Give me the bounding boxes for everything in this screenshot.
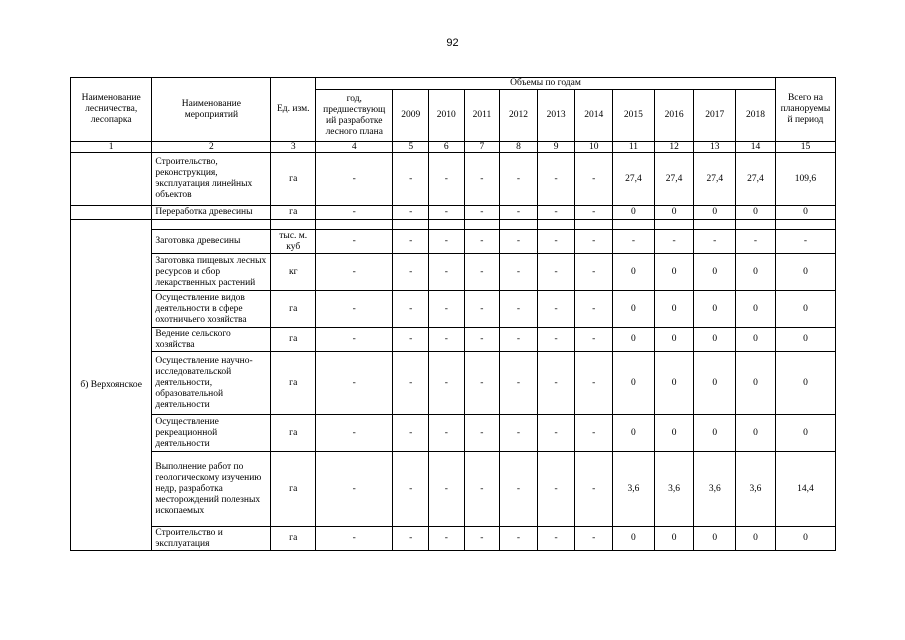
year-value: 0 — [654, 206, 694, 220]
table-row — [71, 328, 836, 352]
year-value: - — [500, 206, 538, 220]
year-value: - — [429, 352, 465, 415]
column-number: 12 — [654, 142, 694, 153]
year-value: - — [575, 352, 613, 415]
unit-cell: га — [271, 206, 316, 220]
header-forestry: Наименование лесничества, лесопарка — [71, 78, 152, 142]
year-value: - — [575, 452, 613, 527]
year-value: - — [393, 153, 429, 206]
activity-name: Переработка древесины — [152, 206, 271, 220]
year-value: - — [500, 230, 538, 254]
year-value: - — [393, 206, 429, 220]
total-value: 0 — [775, 328, 835, 352]
year-value: - — [393, 415, 429, 452]
total-value: 0 — [775, 352, 835, 415]
year-value: - — [537, 527, 575, 551]
year-value: 0 — [613, 206, 655, 220]
year-value: - — [429, 153, 465, 206]
year-value: - — [393, 527, 429, 551]
year-value: - — [429, 328, 465, 352]
year-value: 0 — [694, 527, 736, 551]
column-number: 7 — [464, 142, 500, 153]
header-year: 2012 — [500, 90, 538, 142]
spacer-row — [71, 220, 836, 230]
year-value: - — [429, 254, 465, 291]
forestry-cell-empty — [71, 206, 152, 220]
year-value: - — [575, 153, 613, 206]
year-value: - — [429, 206, 465, 220]
header-year: 2013 — [537, 90, 575, 142]
table-row — [71, 254, 836, 291]
spacer-cell — [152, 220, 271, 230]
unit-cell: кг — [271, 254, 316, 291]
header-volumes-group: Объемы по годам — [316, 78, 776, 90]
spacer-cell — [271, 220, 316, 230]
unit-cell: тыс. м. куб — [271, 230, 316, 254]
year-value: 0 — [654, 415, 694, 452]
header-year: 2015 — [613, 90, 655, 142]
spacer-cell — [537, 220, 575, 230]
prev-year-value: - — [316, 291, 393, 328]
column-number: 2 — [152, 142, 271, 153]
year-value: - — [537, 291, 575, 328]
year-value: - — [500, 527, 538, 551]
total-value: 14,4 — [775, 452, 835, 527]
unit-cell: га — [271, 291, 316, 328]
year-value: 0 — [736, 352, 776, 415]
table-row — [71, 291, 836, 328]
unit-cell: га — [271, 328, 316, 352]
total-value: - — [775, 230, 835, 254]
year-value: 0 — [694, 206, 736, 220]
total-value: 109,6 — [775, 153, 835, 206]
total-value: 0 — [775, 291, 835, 328]
year-value: - — [393, 352, 429, 415]
year-value: 0 — [694, 415, 736, 452]
prev-year-value: - — [316, 230, 393, 254]
unit-cell: га — [271, 153, 316, 206]
table-row — [71, 352, 836, 415]
year-value: - — [537, 452, 575, 527]
forestry-cell-empty — [71, 153, 152, 206]
year-value: 27,4 — [654, 153, 694, 206]
year-value: - — [537, 153, 575, 206]
table-row — [71, 527, 836, 551]
column-number: 8 — [500, 142, 538, 153]
year-value: - — [393, 452, 429, 527]
prev-year-value: - — [316, 527, 393, 551]
year-value: 3,6 — [694, 452, 736, 527]
year-value: 0 — [736, 527, 776, 551]
year-value: - — [537, 352, 575, 415]
column-number: 14 — [736, 142, 776, 153]
total-value: 0 — [775, 415, 835, 452]
total-value: 0 — [775, 206, 835, 220]
year-value: 0 — [613, 415, 655, 452]
year-value: 0 — [736, 291, 776, 328]
year-value: - — [500, 452, 538, 527]
spacer-cell — [316, 220, 393, 230]
header-year: 2018 — [736, 90, 776, 142]
year-value: - — [393, 230, 429, 254]
prev-year-value: - — [316, 206, 393, 220]
page-number: 92 — [446, 37, 459, 49]
year-value: 0 — [613, 291, 655, 328]
year-value: - — [575, 291, 613, 328]
year-value: - — [464, 206, 500, 220]
year-value: 0 — [736, 328, 776, 352]
unit-cell: га — [271, 415, 316, 452]
column-number: 15 — [775, 142, 835, 153]
year-value: - — [500, 153, 538, 206]
year-value: - — [500, 352, 538, 415]
table-row — [71, 153, 836, 206]
activity-name: Осуществление видов деятельности в сфере охотничьего хозяйства — [152, 291, 271, 328]
spacer-cell — [654, 220, 694, 230]
year-value: - — [429, 527, 465, 551]
activity-name: Строительство, реконструкция, эксплуатация линейных объектов — [152, 153, 271, 206]
column-number: 13 — [694, 142, 736, 153]
year-value: 0 — [736, 415, 776, 452]
year-value: - — [575, 527, 613, 551]
spacer-cell — [736, 220, 776, 230]
year-value: - — [537, 230, 575, 254]
year-value: 0 — [613, 527, 655, 551]
year-value: 0 — [654, 291, 694, 328]
volumes-table — [70, 77, 836, 551]
year-value: - — [429, 452, 465, 527]
year-value: 0 — [694, 254, 736, 291]
year-value: - — [464, 153, 500, 206]
spacer-cell — [613, 220, 655, 230]
year-value: 0 — [694, 352, 736, 415]
activity-name: Строительство и эксплуатация — [152, 527, 271, 551]
year-value: - — [537, 415, 575, 452]
year-value: - — [654, 230, 694, 254]
year-value: - — [464, 291, 500, 328]
year-value: 0 — [654, 527, 694, 551]
header-year: 2014 — [575, 90, 613, 142]
header-year: 2016 — [654, 90, 694, 142]
year-value: 0 — [613, 254, 655, 291]
activity-name: Выполнение работ по геологическому изучению недр, разработка месторождений полезных ископаемых — [152, 452, 271, 527]
year-value: 3,6 — [613, 452, 655, 527]
year-value: 3,6 — [736, 452, 776, 527]
year-value: - — [464, 352, 500, 415]
year-value: - — [500, 291, 538, 328]
activity-name: Ведение сельского хозяйства — [152, 328, 271, 352]
table-row — [71, 230, 836, 254]
year-value: - — [537, 254, 575, 291]
year-value: - — [464, 328, 500, 352]
year-value: - — [537, 206, 575, 220]
header-year: 2010 — [429, 90, 465, 142]
prev-year-value: - — [316, 415, 393, 452]
year-value: - — [464, 230, 500, 254]
spacer-cell — [575, 220, 613, 230]
year-value: 27,4 — [613, 153, 655, 206]
total-value: 0 — [775, 254, 835, 291]
prev-year-value: - — [316, 254, 393, 291]
activity-name: Заготовка пищевых лесных ресурсов и сбор лекарственных растений — [152, 254, 271, 291]
year-value: - — [575, 206, 613, 220]
column-number: 11 — [613, 142, 655, 153]
year-value: 0 — [694, 291, 736, 328]
year-value: - — [500, 254, 538, 291]
year-value: - — [393, 254, 429, 291]
forestry-name: б) Верхоянское — [71, 220, 152, 551]
header-year: 2017 — [694, 90, 736, 142]
activity-name: Осуществление научно-исследовательской деятельности, образовательной деятельности — [152, 352, 271, 415]
year-value: 0 — [654, 352, 694, 415]
prev-year-value: - — [316, 452, 393, 527]
column-number: 6 — [429, 142, 465, 153]
year-value: 27,4 — [694, 153, 736, 206]
spacer-cell — [775, 220, 835, 230]
year-value: - — [500, 415, 538, 452]
year-value: 27,4 — [736, 153, 776, 206]
year-value: - — [464, 527, 500, 551]
column-number: 4 — [316, 142, 393, 153]
year-value: - — [537, 328, 575, 352]
year-value: - — [393, 291, 429, 328]
header-activity: Наименование мероприятий — [152, 78, 271, 142]
year-value: 3,6 — [654, 452, 694, 527]
activity-name: Осуществление рекреационной деятельности — [152, 415, 271, 452]
spacer-cell — [429, 220, 465, 230]
year-value: - — [429, 230, 465, 254]
column-number: 5 — [393, 142, 429, 153]
year-value: 0 — [736, 206, 776, 220]
table-row — [71, 415, 836, 452]
column-numbers-row — [71, 142, 836, 153]
unit-cell: га — [271, 527, 316, 551]
year-value: - — [464, 452, 500, 527]
total-value: 0 — [775, 527, 835, 551]
year-value: - — [736, 230, 776, 254]
year-value: 0 — [654, 328, 694, 352]
activity-name: Заготовка древесины — [152, 230, 271, 254]
unit-cell: га — [271, 352, 316, 415]
column-number: 3 — [271, 142, 316, 153]
year-value: 0 — [736, 254, 776, 291]
year-value: - — [694, 230, 736, 254]
prev-year-value: - — [316, 352, 393, 415]
spacer-cell — [500, 220, 538, 230]
header-prev-year: год, предшествующ ий разработке лесного плана — [316, 90, 393, 142]
year-value: - — [613, 230, 655, 254]
spacer-cell — [464, 220, 500, 230]
header-unit: Ед. изм. — [271, 78, 316, 142]
year-value: - — [575, 254, 613, 291]
year-value: - — [429, 415, 465, 452]
year-value: 0 — [613, 328, 655, 352]
prev-year-value: - — [316, 328, 393, 352]
year-value: - — [464, 254, 500, 291]
year-value: - — [575, 230, 613, 254]
header-total: Всего на планоруемы й период — [775, 78, 835, 142]
year-value: - — [500, 328, 538, 352]
year-value: 0 — [694, 328, 736, 352]
unit-cell: га — [271, 452, 316, 527]
header-year: 2009 — [393, 90, 429, 142]
table-row — [71, 206, 836, 220]
table-row — [71, 452, 836, 527]
column-number: 9 — [537, 142, 575, 153]
year-value: - — [575, 415, 613, 452]
spacer-cell — [393, 220, 429, 230]
year-value: 0 — [654, 254, 694, 291]
column-number: 10 — [575, 142, 613, 153]
header-year: 2011 — [464, 90, 500, 142]
column-number: 1 — [71, 142, 152, 153]
year-value: - — [464, 415, 500, 452]
spacer-cell — [694, 220, 736, 230]
year-value: - — [575, 328, 613, 352]
year-value: - — [393, 328, 429, 352]
year-value: 0 — [613, 352, 655, 415]
year-value: - — [429, 291, 465, 328]
prev-year-value: - — [316, 153, 393, 206]
